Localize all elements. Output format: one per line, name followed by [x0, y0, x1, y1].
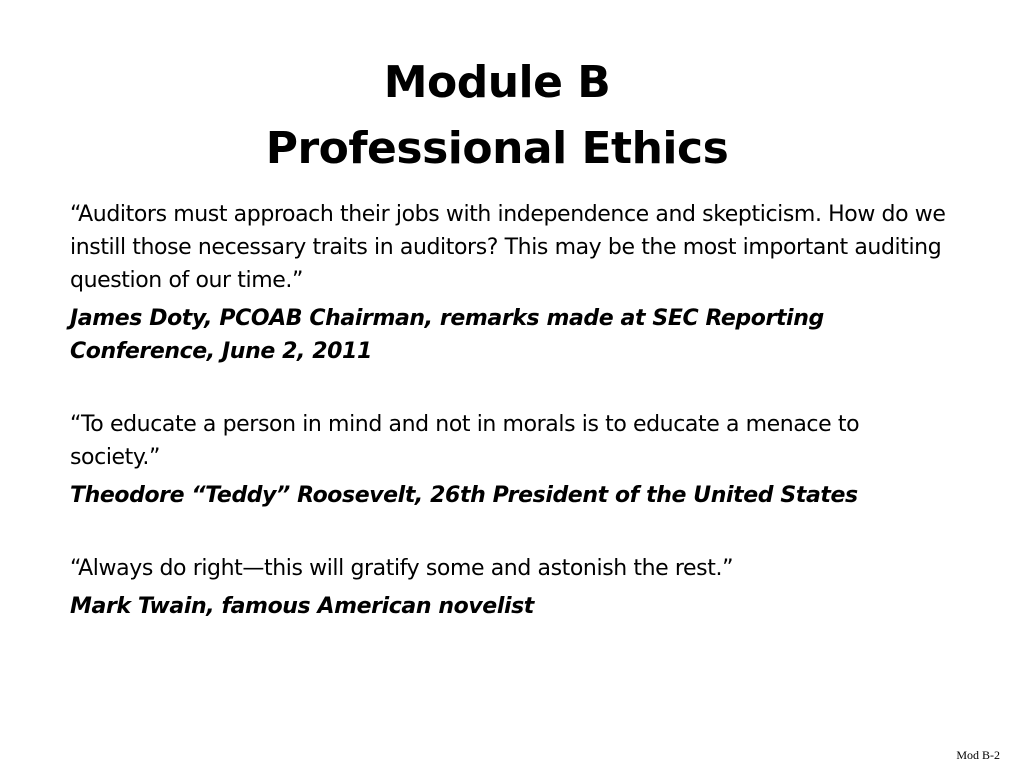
quote-block-twain: [70, 552, 950, 623]
quote-block-roosevelt: [70, 408, 950, 512]
quote-text: “Auditors must approach their jobs with independence and skepticism. How do we instill those necessary traits in auditors? This may be the most important auditing question of our time.”: [70, 202, 946, 293]
quote-attribution: Mark Twain, famous American novelist: [70, 594, 534, 619]
slide-title: [0, 50, 994, 182]
quote-text: “Always do right—this will gratify some and astonish the rest.”: [70, 556, 734, 581]
page-number: Mod B-2: [956, 748, 1000, 762]
title-line-topic: Professional Ethics: [265, 123, 729, 174]
quote-text: “To educate a person in mind and not in morals is to educate a menace to society.”: [70, 412, 860, 470]
title-line-module: Module B: [383, 57, 611, 108]
quote-attribution: James Doty, PCOAB Chairman, remarks made at SEC Reporting Conference, June 2, 2011: [70, 306, 824, 364]
quote-attribution: Theodore “Teddy” Roosevelt, 26th President of the United States: [70, 483, 858, 508]
quote-block-doty: [70, 198, 950, 368]
quotes-list: [70, 198, 950, 623]
